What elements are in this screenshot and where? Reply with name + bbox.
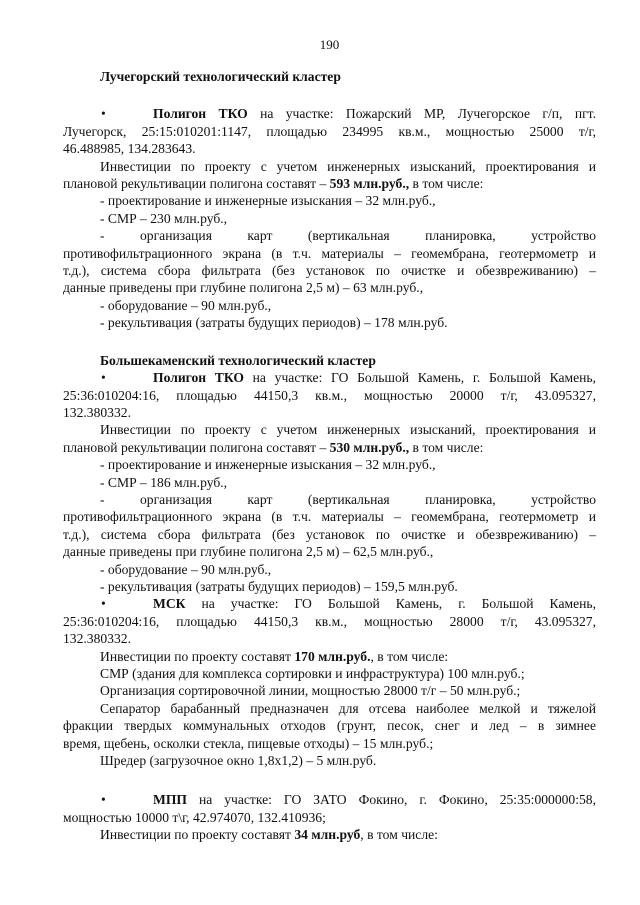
section-heading-luchegorsk: Лучегорский технологический кластер	[100, 69, 341, 84]
cost-item-separator: Сепаратор барабанный предназначен для отсева наиболее мелкой и тяжелой	[100, 700, 596, 716]
cost-item-organization: - организация карт (вертикальная планировка, устройство	[100, 491, 596, 507]
object-type-label: Полигон ТКО	[153, 106, 248, 122]
cost-item-smr: - СМР – 230 млн.руб.,	[100, 210, 228, 226]
object-location-text: на участке: ГО Большой Камень, г. Большой Камень,	[243, 370, 597, 386]
cost-item-organization-cont: противофильтрационного экрана (в т.ч. материалы – геомембрана, геотермометр и	[63, 509, 596, 525]
cost-item-organization-cont: противофильтрационного экрана (в т.ч. материалы – геомембрана, геотермометр и	[63, 245, 596, 261]
cost-item-organization-cont: т.д.), система сбора фильтрата (без установок по очистке и обезвреживанию) –	[63, 526, 596, 542]
cost-item-separator-cont: время, щебень, осколки стекла, пищевые отходы) – 15 млн.руб.;	[63, 735, 434, 751]
investment-suffix: , в том числе:	[360, 827, 438, 843]
bullet-icon: •	[101, 792, 106, 808]
object-location-text: на участке: ГО Большой Камень, г. Большой Камень,	[185, 596, 596, 612]
object-details-line: мощностью 10000 т\г, 42.974070, 132.410936;	[63, 809, 326, 825]
object-line-polygon-luchegorsk	[63, 105, 596, 122]
bullet-icon: •	[101, 596, 106, 612]
investment-suffix: в том числе:	[409, 176, 484, 192]
object-details-line: 25:36:010204:16, площадью 44150,3 кв.м., мощностью 28000 т/г, 43.095327,	[63, 613, 596, 629]
cost-item-organization: - организация карт (вертикальная планировка, устройство	[100, 228, 596, 244]
object-type-label: Полигон ТКО	[153, 370, 244, 386]
bullet-icon: •	[101, 106, 106, 122]
cost-item-organization-cont: данные приведены при глубине полигона 2,5 м) – 62,5 млн.руб.,	[63, 544, 434, 560]
investment-total-line	[63, 648, 596, 665]
section-heading-bolshekamensky: Большекаменский технологический кластер	[100, 352, 376, 368]
cost-item-equipment: - оборудование – 90 млн.руб.,	[100, 561, 272, 577]
investment-suffix: в том числе:	[409, 439, 484, 455]
cost-item-organization-cont: т.д.), система сбора фильтрата (без установок по очистке и обезвреживанию) –	[63, 263, 596, 279]
object-line-msk	[63, 595, 596, 612]
object-coords-line: 132.380332.	[63, 631, 131, 647]
investment-line: Инвестиции по проекту с учетом инженерных изысканий, проектирования и	[100, 158, 596, 174]
investment-text: Инвестиции по проекту составят	[100, 648, 295, 664]
investment-text: плановой рекультивации полигона составят –	[63, 439, 330, 455]
investment-amount: 530 млн.руб.,	[329, 439, 410, 455]
cost-item-organization-cont: данные приведены при глубине полигона 2,5 м) – 63 млн.руб.,	[63, 280, 424, 296]
cost-item-smr: - СМР – 186 млн.руб.,	[100, 474, 228, 490]
object-location-text: на участке: ГО ЗАТО Фокино, г. Фокино, 25:35:000000:58,	[186, 792, 596, 808]
object-location-text: на участке: Пожарский МР, Лучегорское г/п, пгт.	[247, 106, 596, 122]
cost-item-sorting-line: Организация сортировочной линии, мощностью 28000 т/г – 50 млн.руб.;	[100, 683, 521, 699]
cost-item-design: - проектирование и инженерные изыскания – 32 млн.руб.,	[100, 457, 436, 473]
cost-item-design: - проектирование и инженерные изыскания – 32 млн.руб.,	[100, 193, 436, 209]
cost-item-equipment: - оборудование – 90 млн.руб.,	[100, 297, 272, 313]
investment-total-line	[63, 826, 596, 843]
cost-item-shredder: Шредер (загрузочное окно 1,8х1,2) – 5 млн.руб.	[100, 753, 377, 769]
investment-suffix: , в том числе:	[370, 648, 449, 664]
investment-amount: 593 млн.руб.,	[329, 176, 410, 192]
object-line-mpp	[63, 791, 596, 808]
investment-amount: 34 млн.руб	[294, 827, 361, 843]
object-line-polygon-bk	[63, 369, 596, 386]
cost-item-recultivation: - рекультивация (затраты будущих периодов) – 178 млн.руб.	[100, 315, 448, 331]
object-type-label: МСК	[153, 596, 186, 612]
cost-item-separator-cont: фракции твердых коммунальных отходов (грунт, песок, снег и лед – в зимнее	[63, 718, 596, 734]
object-type-label: МПП	[153, 792, 187, 808]
investment-text: Инвестиции по проекту составят	[100, 827, 295, 843]
investment-amount: 170 млн.руб.	[294, 648, 371, 664]
object-details-line: Лучегорск, 25:15:010201:1147, площадью 234995 кв.м., мощностью 25000 т/г,	[63, 123, 596, 139]
object-coords-line: 46.488985, 134.283643.	[63, 141, 196, 157]
investment-total-line	[63, 175, 596, 192]
investment-text: плановой рекультивации полигона составят –	[63, 176, 330, 192]
cost-item-recultivation: - рекультивация (затраты будущих периодов) – 159,5 млн.руб.	[100, 578, 458, 594]
page-number: 190	[319, 37, 340, 52]
investment-line: Инвестиции по проекту с учетом инженерных изысканий, проектирования и	[100, 422, 596, 438]
bullet-icon: •	[101, 370, 106, 386]
object-coords-line: 132.380332.	[63, 404, 131, 420]
cost-item-smr: СМР (здания для комплекса сортировки и инфраструктура) 100 млн.руб.;	[100, 666, 525, 681]
investment-total-line	[63, 439, 596, 456]
object-details-line: 25:36:010204:16, площадью 44150,3 кв.м., мощностью 20000 т/г, 43.095327,	[63, 387, 596, 403]
